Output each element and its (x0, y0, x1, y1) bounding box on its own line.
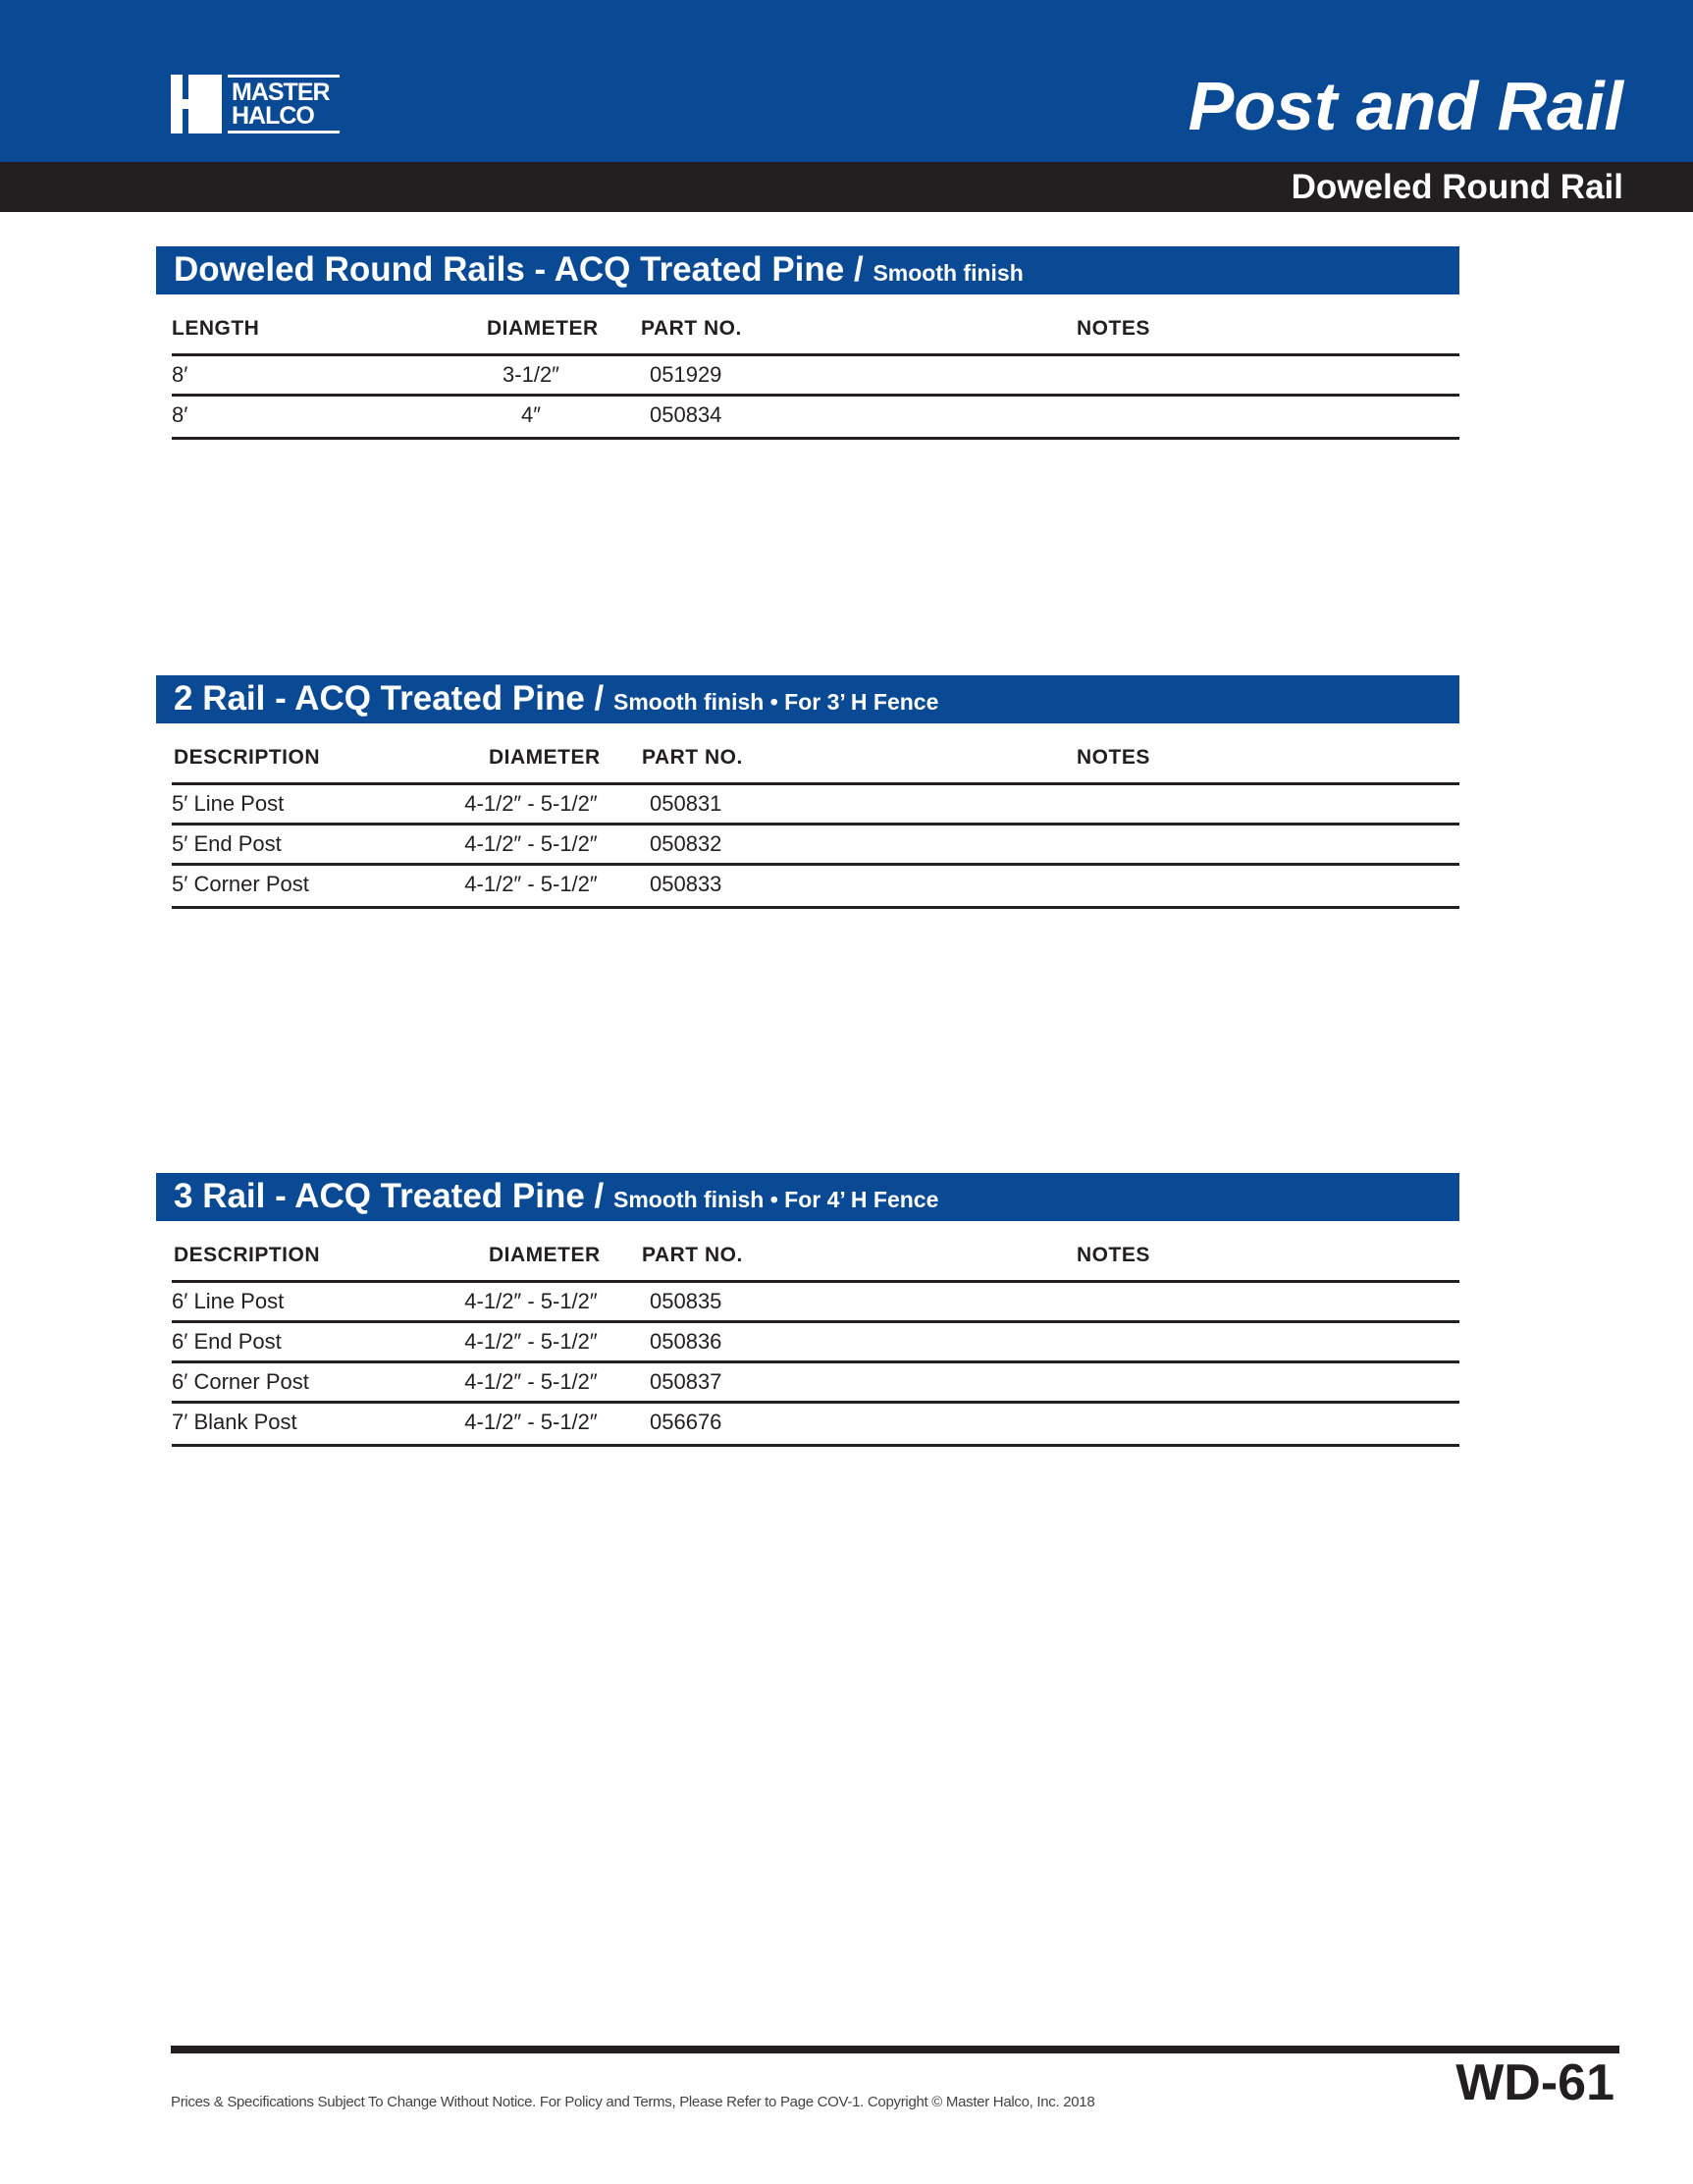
column-header: LENGTH (172, 317, 260, 340)
cell-description: 6′ Line Post (172, 1289, 285, 1313)
cell-part-no: 050835 (650, 1289, 722, 1313)
page-subtitle: Doweled Round Rail (1291, 168, 1623, 206)
table-row (172, 1401, 1459, 1447)
cell-part-no: 050833 (650, 872, 722, 896)
section-header (156, 246, 1459, 294)
section-subtitle: Smooth finish (873, 260, 1024, 286)
cell-description: 6′ Corner Post (172, 1369, 309, 1394)
cell-description: 5′ End Post (172, 831, 282, 856)
cell-diameter: 4-1/2″ - 5-1/2″ (464, 791, 598, 816)
cell-description: 5′ Line Post (172, 791, 285, 816)
column-header: DIAMETER (489, 1244, 601, 1266)
section-header (156, 1173, 1459, 1221)
section-header (156, 675, 1459, 723)
table-row (172, 823, 1459, 866)
cell-part-no: 050831 (650, 791, 722, 816)
column-header: NOTES (1077, 746, 1150, 769)
table-row (172, 394, 1459, 440)
cell-diameter: 4-1/2″ - 5-1/2″ (464, 1369, 598, 1394)
cell-description: 5′ Corner Post (172, 872, 309, 896)
cell-part-no: 050834 (650, 402, 722, 427)
cell-diameter: 4″ (520, 402, 542, 427)
column-header: DIAMETER (487, 317, 599, 340)
cell-part-no: 051929 (650, 362, 722, 387)
cell-length: 8′ (172, 402, 188, 427)
column-header: NOTES (1077, 1244, 1150, 1266)
column-header: PART NO. (642, 1244, 743, 1266)
section-doweled-round-rails (156, 246, 1459, 427)
page-number: WD-61 (1455, 2054, 1614, 2111)
column-header: PART NO. (642, 746, 743, 769)
column-header: DESCRIPTION (174, 1244, 321, 1266)
cell-part-no: 050832 (650, 831, 722, 856)
cell-length: 8′ (172, 362, 188, 387)
cell-diameter: 4-1/2″ - 5-1/2″ (464, 1410, 598, 1434)
table-row (172, 1280, 1459, 1323)
cell-description: 7′ Blank Post (172, 1410, 297, 1434)
cell-diameter: 4-1/2″ - 5-1/2″ (464, 1289, 598, 1313)
page-title: Post and Rail (1188, 68, 1623, 144)
cell-part-no: 056676 (650, 1410, 722, 1434)
column-header: DESCRIPTION (174, 746, 321, 769)
section-subtitle: Smooth finish • For 4’ H Fence (613, 1187, 939, 1212)
logo-word-master: MASTER (232, 79, 330, 106)
table-row (172, 353, 1459, 397)
cell-part-no: 050836 (650, 1329, 722, 1354)
section-3-rail (156, 1173, 1459, 1434)
column-header: DIAMETER (489, 746, 601, 769)
cell-description: 6′ End Post (172, 1329, 282, 1354)
table-row (172, 863, 1459, 909)
logo-h-mark (171, 75, 222, 133)
cell-diameter: 3-1/2″ (503, 362, 559, 387)
section-title: 3 Rail - ACQ Treated Pine / (174, 1177, 605, 1215)
cell-diameter: 4-1/2″ - 5-1/2″ (464, 872, 598, 896)
master-halco-logo (171, 75, 340, 137)
table-row (172, 1320, 1459, 1363)
footer-divider (171, 2046, 1619, 2053)
cell-diameter: 4-1/2″ - 5-1/2″ (464, 1329, 598, 1354)
section-subtitle: Smooth finish • For 3’ H Fence (613, 689, 939, 715)
column-header: NOTES (1077, 317, 1150, 340)
section-title: 2 Rail - ACQ Treated Pine / (174, 679, 605, 718)
cell-part-no: 050837 (650, 1369, 722, 1394)
section-2-rail (156, 675, 1459, 896)
cell-diameter: 4-1/2″ - 5-1/2″ (464, 831, 598, 856)
footer-disclaimer: Prices & Specifications Subject To Change Without Notice. For Policy and Terms, Please Refer to Page COV-1. Copyright © Master Halco, Inc. 2018 (171, 2094, 1095, 2110)
table-row (172, 1360, 1459, 1404)
column-header: PART NO. (641, 317, 742, 340)
logo-word-halco: HALCO (232, 102, 314, 130)
section-title: Doweled Round Rails - ACQ Treated Pine / (174, 250, 864, 289)
table-row (172, 782, 1459, 826)
